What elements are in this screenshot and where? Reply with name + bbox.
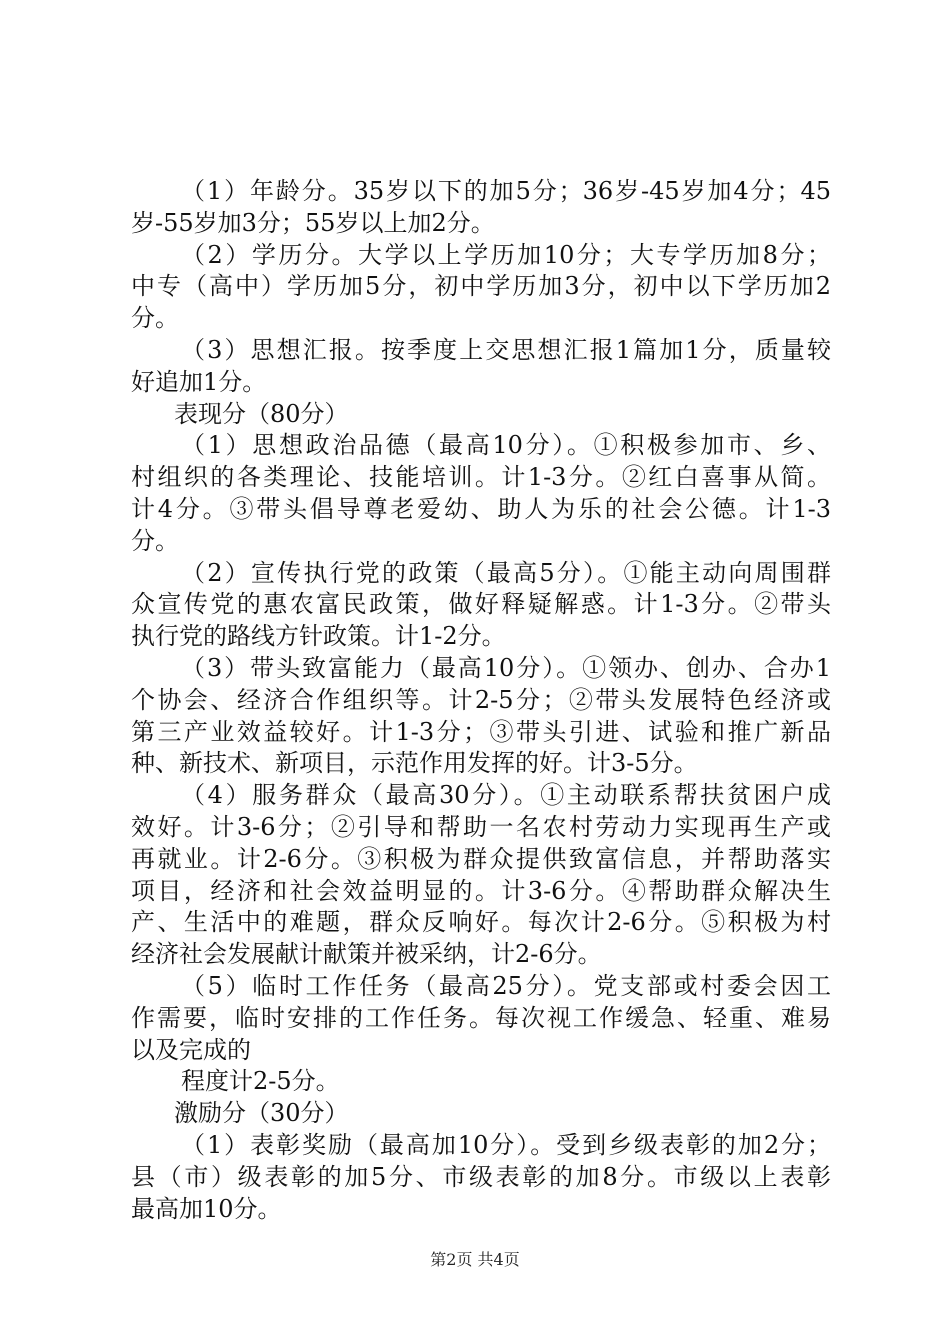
text-line: （3）思想汇报。按季度上交思想汇报1篇加1分，质量较 [181, 335, 831, 364]
section-heading: 表现分（80分） [174, 399, 349, 428]
text-line: 执行党的路线方针政策。计1-2分。 [131, 622, 506, 651]
page-footer: 第2页 共4页 [430, 1250, 520, 1269]
text-line: 最高加10分。 [131, 1194, 282, 1223]
text-line: 经济社会发展献计献策并被采纳，计2-6分。 [131, 940, 602, 969]
text-line: 岁-55岁加3分；55岁以上加2分。 [131, 208, 495, 237]
text-line: 中专（高中）学历加5分，初中学历加3分，初中以下学历加2 [131, 272, 831, 301]
text-line: 项目，经济和社会效益明显的。计3-6分。④帮助群众解决生 [131, 876, 831, 905]
text-line: 分。 [131, 526, 179, 555]
text-line: 个协会、经济合作组织等。计2-5分；②带头发展特色经济或 [131, 685, 831, 714]
text-line: 效好。计3-6分；②引导和帮助一名农村劳动力实现再生产或 [131, 812, 831, 841]
text-line: 再就业。计2-6分。③积极为群众提供致富信息，并帮助落实 [131, 844, 831, 873]
text-line: （1）年龄分。35岁以下的加5分；36岁-45岁加4分；45 [181, 177, 831, 205]
text-line: 程度计2-5分。 [181, 1067, 340, 1096]
text-line: （1）思想政治品德（最高10分）。①积极参加市、乡、 [181, 431, 831, 460]
section-heading: 激励分（30分） [174, 1099, 349, 1128]
text-line: （5）临时工作任务（最高25分）。党支部或村委会因工 [181, 971, 831, 1000]
text-line: （1）表彰奖励（最高加10分）。受到乡级表彰的加2分； [181, 1130, 831, 1159]
text-line: （2）宣传执行党的政策（最高5分）。①能主动向周围群 [181, 558, 831, 587]
text-line: （2）学历分。大学以上学历加10分；大专学历加8分； [181, 240, 831, 269]
text-line: 计4分。③带头倡导尊老爱幼、助人为乐的社会公德。计1-3 [131, 494, 831, 523]
text-line: 作需要，临时安排的工作任务。每次视工作缓急、轻重、难易 [131, 1003, 831, 1032]
text-line: 好追加1分。 [131, 367, 267, 396]
text-line: 第三产业效益较好。计1-3分；③带头引进、试验和推广新品 [131, 717, 831, 746]
text-line: 以及完成的 [131, 1035, 251, 1064]
text-line: （4）服务群众（最高30分）。①主动联系帮扶贫困户成 [181, 781, 831, 810]
text-line: 产、生活中的难题，群众反响好。每次计2-6分。⑤积极为村 [131, 908, 831, 937]
text-line: 分。 [131, 304, 179, 333]
text-line: （3）带头致富能力（最高10分）。①领办、创办、合办1 [181, 653, 831, 682]
text-line: 众宣传党的惠农富民政策，做好释疑解惑。计1-3分。②带头 [131, 590, 831, 619]
text-line: 村组织的各类理论、技能培训。计1-3分。②红白喜事从简。 [131, 463, 831, 492]
text-line: 种、新技术、新项目，示范作用发挥的好。计3-5分。 [131, 749, 698, 778]
text-line: 县（市）级表彰的加5分、市级表彰的加8分。市级以上表彰 [131, 1162, 831, 1191]
document-body [131, 176, 831, 1225]
